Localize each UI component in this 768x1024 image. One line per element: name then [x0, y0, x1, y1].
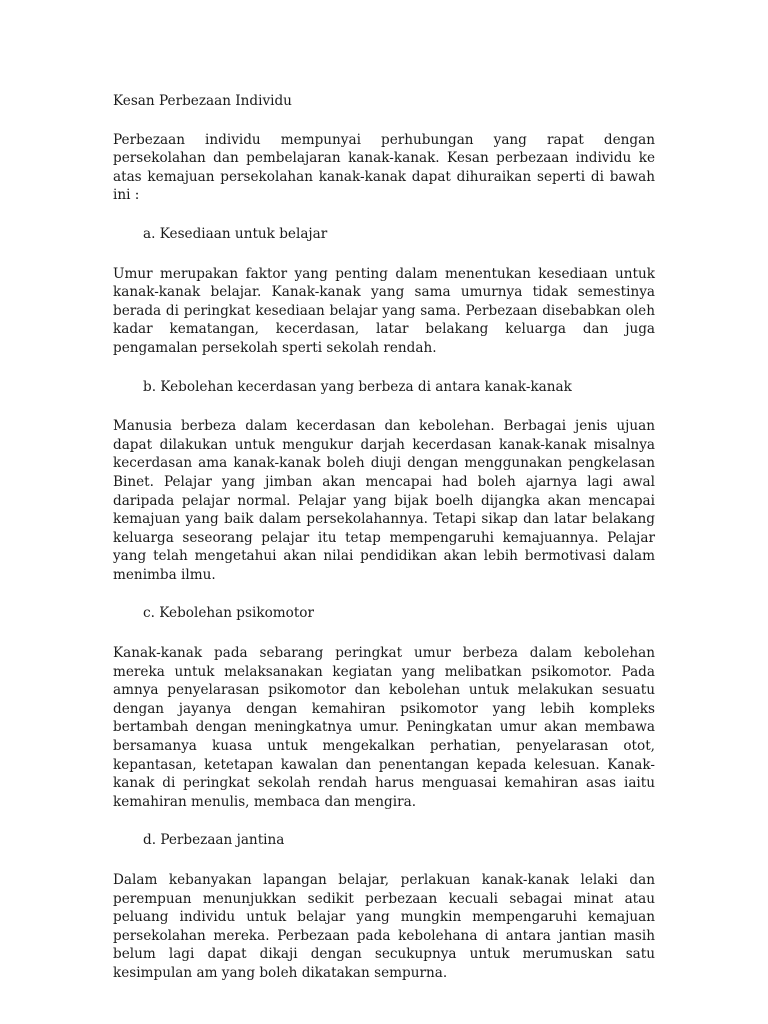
section-heading-b: b. Kebolehan kecerdasan yang berbeza di antara kanak-kanak — [143, 378, 572, 395]
section-heading-c: c. Kebolehan psikomotor — [143, 605, 314, 622]
document-title: Kesan Perbezaan Individu — [113, 93, 292, 109]
section-body-d: Dalam kebanyakan lapangan belajar, perlakuan kanak-kanak lelaki dan perempuan menunjukkan sedikit perbezaan kecuali sebagai minat atau peluang individu untuk belajar yang mungkin mempengaruhi kemajuan persekolahan mereka. Perbezaan pada kebolehana di antara jantian masih belum lagi dapat dikaji dengan secukupnya untuk merumuskan satu kesimpulan am yang boleh dikatakan sempurna. — [113, 872, 655, 981]
section-heading-a: a. Kesediaan untuk belajar — [143, 225, 328, 242]
document-page — [113, 92, 655, 983]
section-body-a: Umur merupakan faktor yang penting dalam menentukan kesediaan untuk kanak-kanak belajar. Kanak-kanak yang sama umurnya tidak semestinya berada di peringkat kesediaan belajar yang sama. Perbezaan disebabkan oleh kadar kematangan, kecerdasan, latar belakang keluarga dan juga pengamalan persekolah sperti sekolah rendah. — [113, 265, 655, 356]
section-body-b: Manusia berbeza dalam kecerdasan dan kebolehan. Berbagai jenis ujuan dapat dilakukan untuk mengukur darjah kecerdasan kanak-kanak misalnya kecerdasan ama kanak-kanak boleh diuji dengan menggunakan pengkelasan Binet. Pelajar yang jimban akan mencapai had boleh ajarnya lagi awal daripada pelajar normal. Pelajar yang bijak boelh dijangka akan mencapai kemajuan yang baik dalam persekolahannya. Tetapi sikap dan latar belakang keluarga seseorang pelajar itu tetap mempengaruhi kemajuannya. Pelajar yang telah mengetahui akan nilai pendidikan akan lebih bermotivasi dalam menimba ilmu. — [113, 418, 655, 583]
section-heading-d: d. Perbezaan jantina — [143, 832, 285, 849]
intro-paragraph: Perbezaan individu mempunyai perhubungan yang rapat dengan persekolahan dan pembelajaran kanak-kanak. Kesan perbezaan individu ke atas kemajuan persekolahan kanak-kanak dapat dihuraikan seperti di bawah ini : — [113, 131, 655, 204]
section-body-c: Kanak-kanak pada sebarang peringkat umur berbeza dalam kebolehan mereka untuk melaksanakan kegiatan yang melibatkan psikomotor. Pada amnya penyelarasan psikomotor dan kebolehan untuk melakukan sesuatu dengan jayanya dengan kemahiran psikomotor yang lebih kompleks bertambah dengan meningkatnya umur. Peningkatan umur akan membawa bersamanya kuasa untuk mengekalkan perhatian, penyelarasan otot, kepantasan, ketetapan kawalan dan penentangan kepada kelesuan. Kanak-kanak di peringkat sekolah rendah harus menguasai kemahiran asas iaitu kemahiran menulis, membaca dan mengira. — [113, 645, 655, 810]
